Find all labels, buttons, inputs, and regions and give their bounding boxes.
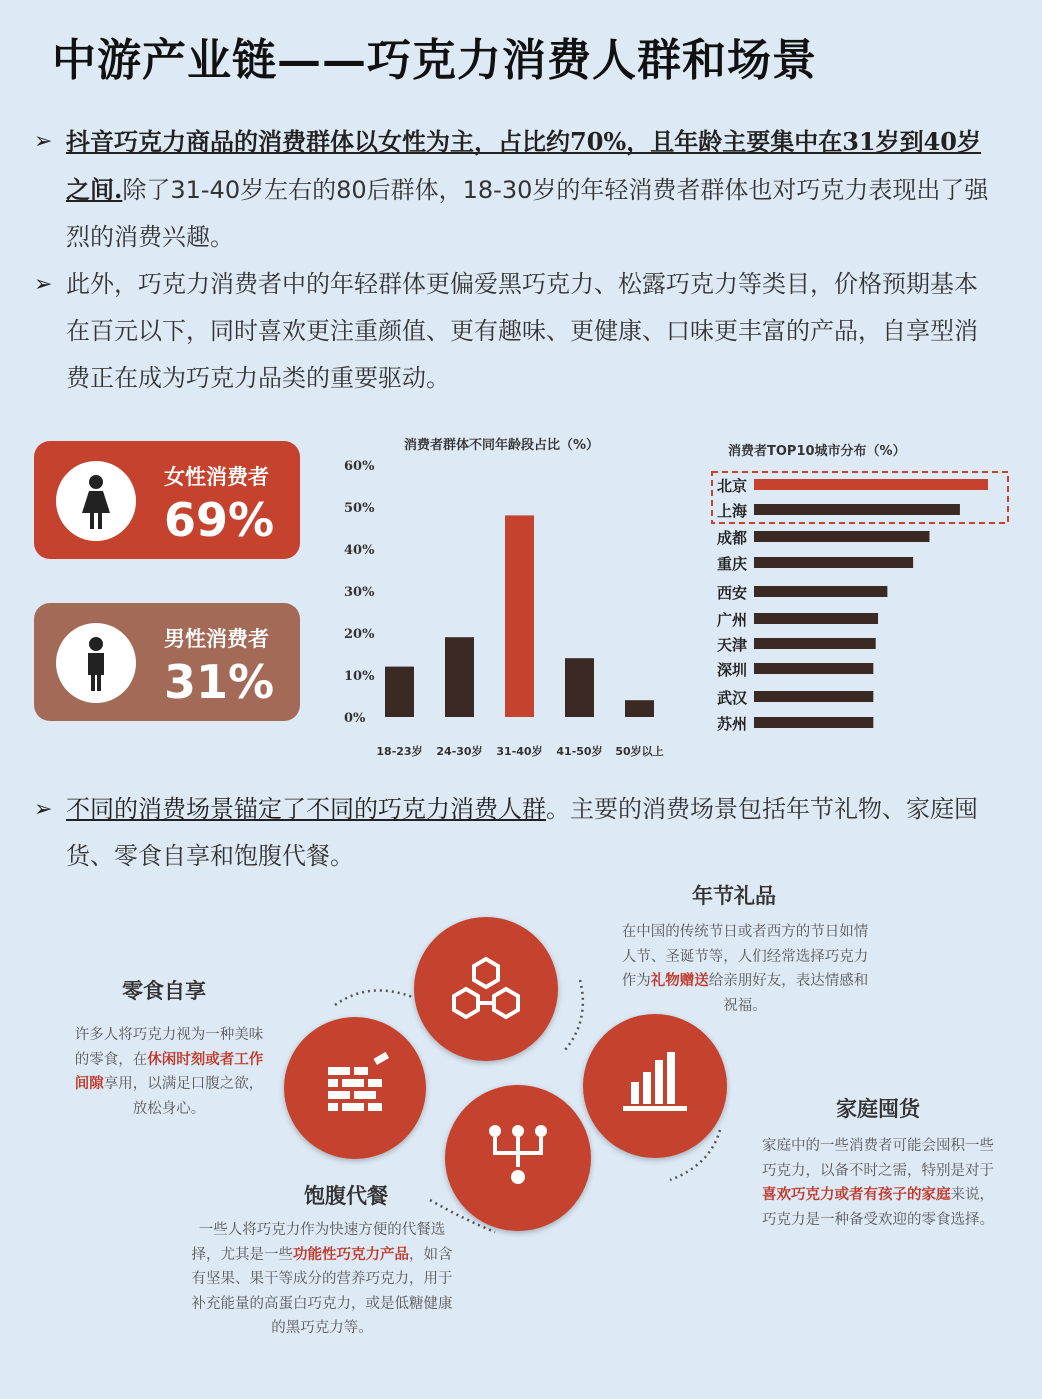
- x-tick-label: 41-50岁: [556, 745, 603, 758]
- city-bar: [754, 638, 876, 649]
- city-label: 深圳: [717, 661, 748, 679]
- female-label: 女性消费者: [164, 465, 269, 489]
- arrow-bullet-icon: ➢: [34, 797, 53, 822]
- city-label: 重庆: [717, 555, 748, 573]
- city-bar: [754, 691, 873, 702]
- city-bar: [754, 717, 873, 728]
- scene-bullets: [34, 786, 994, 880]
- arrow-bullet-icon: ➢: [34, 272, 53, 297]
- x-tick-label: 18-23岁: [376, 745, 423, 758]
- city-bar: [754, 504, 960, 515]
- stock-scene-circle: [583, 1014, 727, 1158]
- snack-scene-circle: [284, 1017, 426, 1159]
- x-tick-label: 50岁以上: [615, 745, 664, 758]
- city-bar: [754, 586, 887, 597]
- city-label: 北京: [717, 477, 748, 495]
- brick-wall-icon: [284, 1017, 426, 1159]
- snack-scene-text: 许多人将巧克力视为一种美味的零食，在休闲时刻或者工作间隙享用，以满足口腹之欲，放松身心。: [74, 1027, 264, 1117]
- city-bar: [754, 613, 878, 624]
- bar-chart-icon: [583, 1014, 727, 1158]
- meal-scene-circle: [445, 1085, 591, 1231]
- age-chart-title: 消费者群体不同年龄段占比（%）: [404, 438, 600, 453]
- city-bar: [754, 663, 873, 674]
- y-tick-label: 50%: [344, 501, 375, 516]
- city-chart-title: 消费者TOP10城市分布（%）: [728, 444, 906, 459]
- female-percent: 69%: [164, 493, 275, 547]
- bullet-highlight: 不同的消费场景锚定了不同的巧克力消费人群: [66, 795, 546, 823]
- y-tick-label: 0%: [344, 711, 366, 726]
- bullet-item: [34, 786, 994, 880]
- age-bar: [625, 700, 654, 717]
- stock-scene-title: 家庭囤货: [836, 1097, 920, 1121]
- x-tick-label: 24-30岁: [436, 745, 483, 758]
- meal-scene-title: 饱腹代餐: [304, 1184, 388, 1208]
- bullet-item: [34, 261, 994, 402]
- x-tick-label: 31-40岁: [496, 745, 543, 758]
- age-bar: [505, 515, 534, 717]
- arrow-bullet-icon: ➢: [34, 129, 53, 154]
- page-title: 中游产业链——巧克力消费人群和场景: [52, 35, 817, 86]
- y-tick-label: 10%: [344, 669, 375, 684]
- city-label: 成都: [717, 529, 748, 547]
- male-label: 男性消费者: [164, 627, 269, 651]
- meal-scene-text: 一些人将巧克力作为快速方便的代餐选择，尤其是一些功能性巧克力产品，如含有坚果、果干等成分的营养巧克力，用于补充能量的高蛋白巧克力，或是低糖健康的黑巧克力等。: [191, 1222, 453, 1336]
- stock-scene-text: 家庭中的一些消费者可能会囤积一些巧克力，以备不时之需，特别是对于喜欢巧克力或者有孩子的家庭来说，巧克力是一种备受欢迎的零食选择。: [762, 1138, 994, 1228]
- bullet-text: 此外，巧克力消费者中的年轻群体更偏爱黑巧克力、松露巧克力等类目，价格预期基本在百元以下，同时喜欢更注重颜值、更有趣味、更健康、口味更丰富的产品，自享型消费正在成为巧克力品类的重要驱动。: [66, 270, 978, 392]
- age-bar: [565, 658, 594, 717]
- age-bar: [385, 667, 414, 717]
- male-percent: 31%: [164, 655, 275, 709]
- female-consumer-card: [34, 441, 300, 559]
- y-tick-label: 40%: [344, 543, 375, 558]
- city-label: 苏州: [717, 715, 748, 733]
- male-icon: [56, 623, 136, 703]
- gift-scene-circle: [414, 917, 558, 1061]
- city-label: 西安: [717, 584, 748, 602]
- gift-scene-title: 年节礼品: [692, 884, 776, 908]
- city-bar: [754, 557, 913, 568]
- snack-scene-title: 零食自享: [122, 979, 206, 1003]
- city-bar: [754, 531, 930, 542]
- bullet-text: 。主要的消费场景包括年节礼物、家庭囤货、零食自享和饱腹代餐。: [66, 795, 978, 870]
- female-icon: [56, 461, 136, 541]
- y-tick-label: 30%: [344, 585, 375, 600]
- city-label: 武汉: [717, 689, 748, 707]
- y-tick-label: 60%: [344, 459, 375, 474]
- city-bar-chart: [700, 462, 1030, 744]
- cubes-icon: [414, 917, 558, 1061]
- male-consumer-card: [34, 603, 300, 721]
- city-bar: [754, 479, 988, 490]
- bullet-highlight: 抖音巧克力商品的消费群体以女性为主，占比约70%，且年龄主要集中在31岁到40岁之间.: [66, 127, 981, 204]
- y-tick-label: 20%: [344, 627, 375, 642]
- age-bar: [445, 637, 474, 717]
- city-label: 广州: [717, 611, 748, 629]
- gift-scene-text: 在中国的传统节日或者西方的节日如情人节、圣诞节等，人们经常选择巧克力作为礼物赠送给亲朋好友，表达情感和祝福。: [621, 924, 869, 1014]
- intro-bullets: [34, 118, 994, 402]
- bullet-item: [34, 118, 994, 261]
- hierarchy-icon: [445, 1085, 591, 1231]
- city-label: 上海: [717, 502, 748, 520]
- bullet-text: 除了31-40岁左右的80后群体，18-30岁的年轻消费者群体也对巧克力表现出了强烈的消费兴趣。: [66, 176, 989, 251]
- city-label: 天津: [717, 636, 748, 654]
- age-bar-chart: [330, 450, 680, 765]
